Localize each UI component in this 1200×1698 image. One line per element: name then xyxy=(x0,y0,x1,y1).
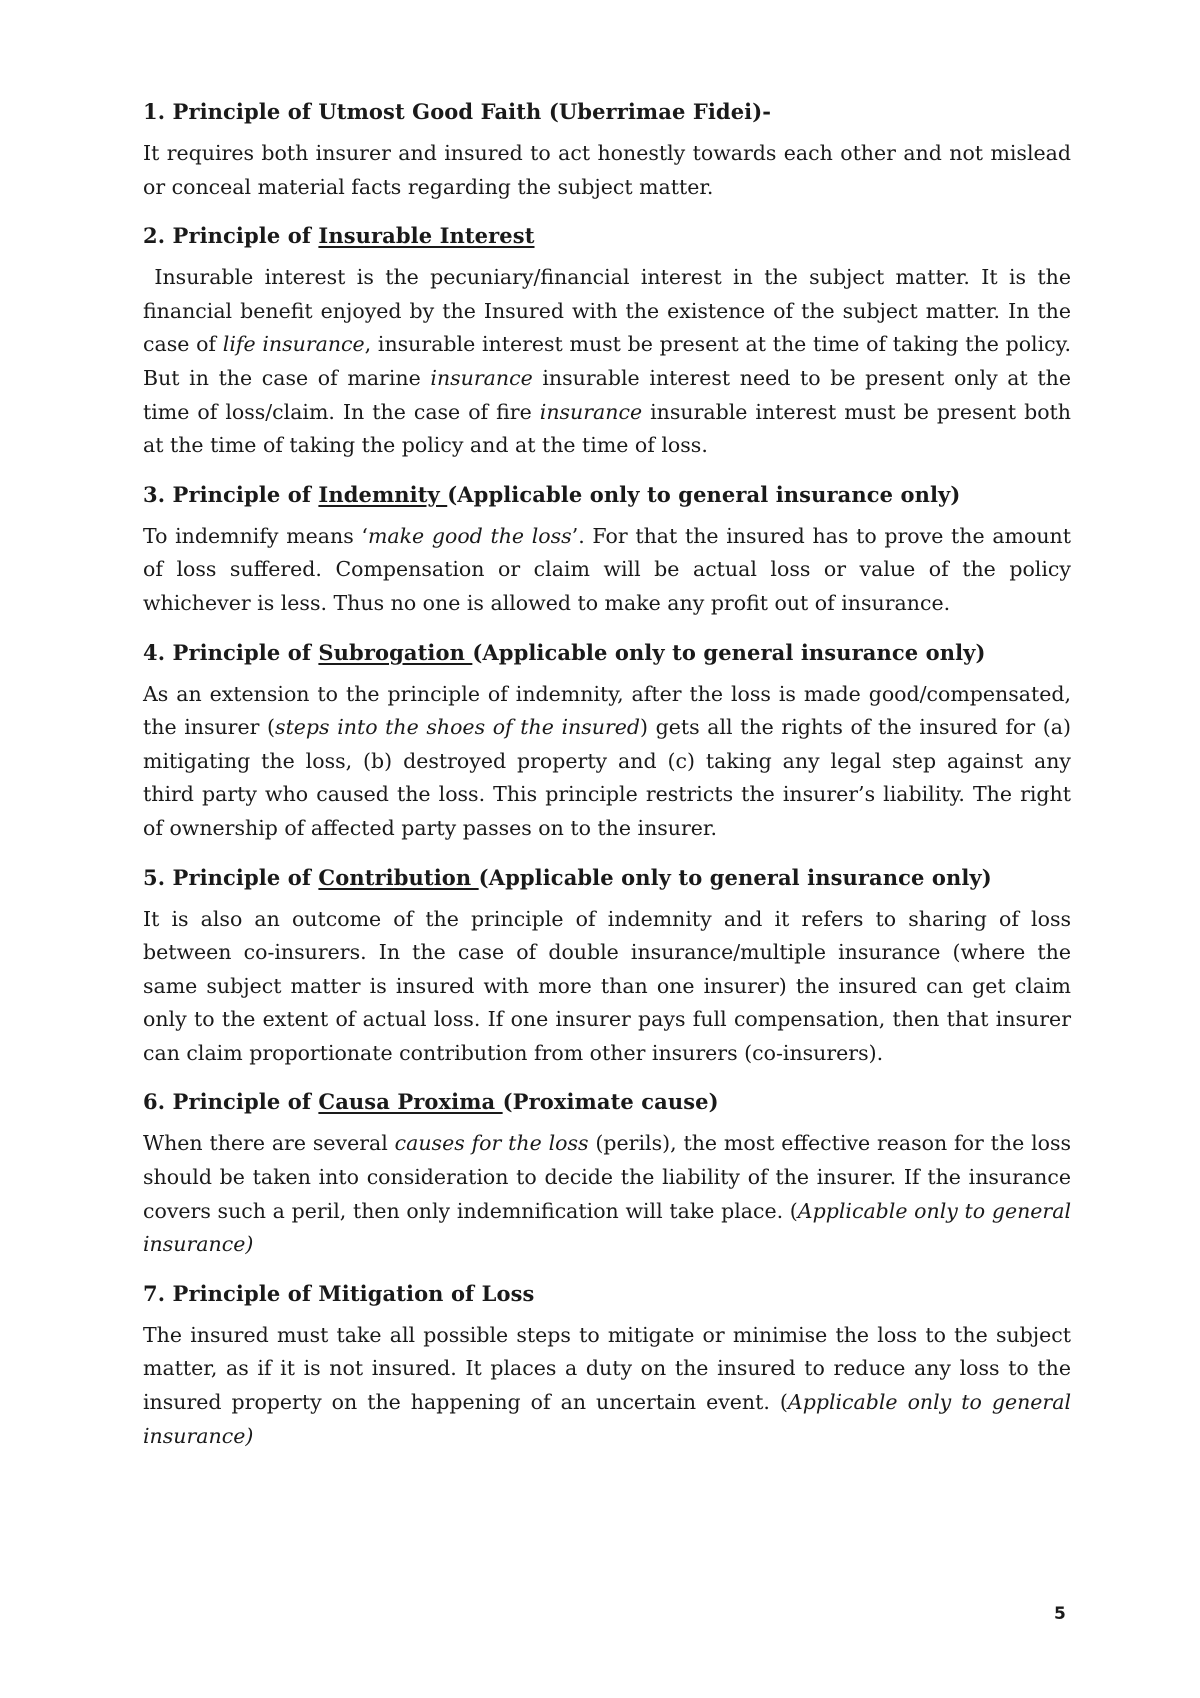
heading-text: Principle of Mitigation of Loss xyxy=(172,1280,535,1306)
body-italic-text: insurance xyxy=(430,365,533,390)
heading-qualifier: (Applicable only to general insurance only) xyxy=(447,481,961,507)
body-text: As an extension to the principle of indemnity, after the loss is made good/compensated, the insurer ( xyxy=(143,681,1071,740)
body-text: Insurable interest is the pecuniary/financial interest in the subject matter. It is the financial benefit enjoyed by the Insured with the existence of the subject matter. In the case of xyxy=(143,265,1071,357)
heading-text: Principle of xyxy=(172,1089,319,1115)
section-number: 7. xyxy=(143,1280,166,1306)
heading-text: Principle of xyxy=(172,481,319,507)
section-4 xyxy=(143,638,1071,846)
body-italic-text: causes for the loss xyxy=(394,1131,589,1156)
section-heading xyxy=(143,638,1071,668)
body-italic-text: insurance xyxy=(539,399,643,424)
section-6 xyxy=(143,1087,1071,1261)
section-body xyxy=(143,1127,1071,1261)
body-text: ’. For that the insured has to prove the amount of loss suffered. Compensation or claim will be actual loss or value of the policy whichever is less. Thus no one is allowed to make any profit out of insurance. xyxy=(143,523,1071,615)
body-italic-text: Applicable only to general insurance) xyxy=(143,1198,1071,1257)
body-italic-text: steps into the shoes of the insured xyxy=(275,715,641,740)
section-body xyxy=(143,137,1071,204)
body-text: , insurable interest must be present at the time of taking the policy. But in the case of marine xyxy=(143,332,1072,390)
section-heading xyxy=(143,1087,1071,1117)
heading-underlined-term: Causa Proxima xyxy=(318,1089,503,1115)
section-heading xyxy=(143,1279,1071,1309)
body-text: When there are several xyxy=(143,1131,395,1156)
body-text: It is also an outcome of the principle of indemnity and it refers to sharing of loss between co-insurers. In the case of double insurance/multiple insurance (where the same subject matter is insured with more than one insurer) the insured can get claim only to the extent of actual loss. If one insurer pays full compensation, then that insurer can claim proportionate contribution from other insurers (co-insurers). xyxy=(143,906,1071,1065)
section-1 xyxy=(143,97,1071,204)
section-number: 6. xyxy=(143,1089,166,1115)
section-body xyxy=(143,678,1071,846)
section-heading xyxy=(143,863,1071,893)
heading-qualifier: (Applicable only to general insurance only) xyxy=(472,639,986,665)
section-number: 3. xyxy=(143,481,166,507)
body-text: insurable interest must be present both at the time of taking the policy and at the time of loss. xyxy=(143,399,1071,458)
body-text: (perils), the most effective reason for the loss should be taken into consideration to decide the liability of the insurer. If the insurance covers such a peril, then only indemnification will take place. ( xyxy=(143,1131,1072,1223)
body-text: The insured must take all possible steps to mitigate or minimise the loss to the subject matter, as if it is not insured. It places a duty on the insured to reduce any loss to the insured property on the happening of an uncertain event. ( xyxy=(143,1322,1071,1415)
heading-underlined-term: Insurable Interest xyxy=(318,223,535,249)
body-text: ) gets all the rights of the insured for (a) mitigating the loss, (b) destroyed property and (c) taking any legal step against any third party who caused the loss. This principle restricts the insurer’s liability. The right of ownership of affected party passes on to the insurer. xyxy=(143,715,1071,840)
page-number: 5 xyxy=(1054,1604,1066,1624)
section-body xyxy=(143,520,1071,621)
section-body xyxy=(143,1319,1071,1453)
body-text: insurable interest need to be present only at the time of loss/claim. In the case of fire xyxy=(143,365,1071,424)
section-body xyxy=(143,261,1071,463)
section-body xyxy=(143,903,1071,1071)
body-italic-text: make good the loss xyxy=(367,523,572,548)
section-number: 1. xyxy=(143,99,166,124)
body-italic-text: life insurance xyxy=(222,332,365,357)
body-text: To indemnify means ‘ xyxy=(143,523,368,548)
section-3 xyxy=(143,480,1071,621)
heading-text: Principle of Utmost Good Faith (Uberrimae Fidei)- xyxy=(172,99,772,124)
document-page xyxy=(143,97,1071,1453)
heading-underlined-term: Contribution xyxy=(318,864,479,890)
section-number: 5. xyxy=(143,864,166,890)
heading-underlined-term: Subrogation xyxy=(318,639,473,665)
section-7 xyxy=(143,1279,1071,1453)
section-heading xyxy=(143,480,1071,510)
heading-underlined-term: Indemnity xyxy=(318,481,448,507)
heading-qualifier: (Applicable only to general insurance only) xyxy=(478,864,992,890)
section-2 xyxy=(143,221,1071,463)
heading-text: Principle of xyxy=(172,639,319,665)
body-text: It requires both insurer and insured to act honestly towards each other and not mislead or conceal material facts regarding the subject matter. xyxy=(143,141,1071,199)
heading-text: Principle of xyxy=(172,223,319,249)
section-heading xyxy=(143,97,1071,127)
section-5 xyxy=(143,863,1071,1071)
heading-qualifier: (Proximate cause) xyxy=(502,1089,719,1115)
section-number: 4. xyxy=(143,639,166,665)
section-heading xyxy=(143,221,1071,251)
section-number: 2. xyxy=(143,223,166,249)
body-italic-text: Applicable only to general insurance) xyxy=(143,1390,1071,1448)
heading-text: Principle of xyxy=(172,864,319,890)
